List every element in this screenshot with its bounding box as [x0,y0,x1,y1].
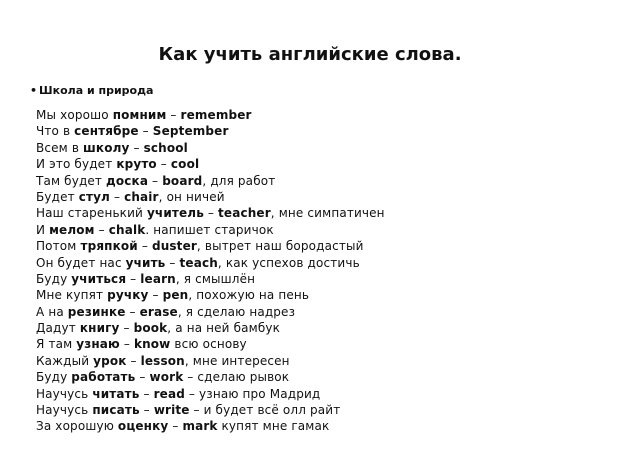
english-word: erase [139,304,178,319]
english-word: learn [140,271,176,286]
poem-line-tail: , он ничей [158,189,225,204]
russian-word: работать [71,370,136,385]
poem-line-text: Наш старенький [36,206,147,221]
poem-line [36,353,596,369]
english-word: pen [162,288,189,303]
poem-line-text: Всем в [36,140,84,155]
russian-word: узнаю [76,337,120,352]
poem-line-text: И [36,222,50,237]
poem-line [36,189,596,205]
poem-line [36,304,596,320]
russian-word: тряпкой [80,239,138,254]
english-word: chair [124,189,159,204]
word-separator: – [126,271,141,286]
poem-line-text: И это будет [36,157,117,172]
word-separator: – [119,337,134,352]
word-separator: – [203,206,219,221]
poem-line-text: Будет [36,189,79,204]
poem-line-tail: , вытрет наш бородастый [196,239,364,254]
english-word: teach [179,255,218,270]
english-word: mark [182,419,218,434]
russian-word: книгу [79,321,120,336]
poem-line-tail: , похожую на пень [188,288,310,303]
poem-line [36,123,596,139]
english-word: teacher [218,206,271,221]
page-title: Как учить английские слова. [158,44,462,65]
poem-line-text: Потом [36,239,81,254]
poem-line-tail: , я смышлён [175,271,256,286]
section-heading-text: Школа и природа [39,84,154,97]
word-separator: – [148,173,163,188]
word-separator: – [139,386,154,401]
poem-line-text: Он будет нас [36,255,126,270]
poem-line-tail: . напишет старичок [145,222,274,237]
english-word: duster [151,239,197,254]
russian-word: оценку [117,419,169,434]
word-separator: – [168,419,183,434]
word-separator: – [148,288,163,303]
poem-line-text: Там будет [36,173,107,188]
english-word: know [133,337,171,352]
russian-word: писать [92,403,140,418]
english-word: lesson [140,353,185,368]
word-separator: – [139,403,154,418]
word-separator: – [110,189,125,204]
poem-line-text: Я там [36,337,77,352]
english-word: remember [180,108,252,122]
poem-line-text: Мне купят [36,288,108,303]
word-separator: – [126,353,141,368]
poem-line-tail: – сделаю рывок [183,370,290,385]
russian-word: читать [92,386,140,401]
english-word: book [133,321,168,336]
poem-line-text: Что в [36,124,75,139]
poem-line-text: Дадут [36,321,80,336]
bullet-icon: • [30,84,38,97]
poem-line [36,107,596,123]
russian-word: мелом [49,222,95,237]
word-separator: – [94,222,109,237]
word-separator: – [125,304,140,319]
russian-word: помним [112,108,167,122]
word-separator: – [138,124,153,139]
word-separator: – [135,370,150,385]
russian-word: ручку [107,288,149,303]
english-word: read [153,386,185,401]
poem-line-text: Научусь [36,403,93,418]
poem-line [36,418,596,434]
poem-line [36,205,596,221]
english-word: write [153,403,190,418]
section-heading [30,84,153,98]
russian-word: доска [106,173,149,188]
poem-line-text: Научусь [36,386,93,401]
word-separator: – [156,157,171,172]
poem-line [36,238,596,254]
word-separator: – [165,255,180,270]
poem-line-tail: , мне симпатичен [270,206,385,221]
russian-word: учитель [146,206,204,221]
russian-word: резинке [67,304,126,319]
word-separator: – [137,239,152,254]
english-word: school [143,140,188,155]
poem-line-text: Мы хорошо [36,108,113,122]
english-word: cool [170,157,200,172]
russian-word: учиться [71,271,127,286]
poem-line [36,336,596,352]
poem-line [36,222,596,238]
word-separator: – [166,108,181,122]
russian-word: сентябре [74,124,139,139]
russian-word: школу [83,140,130,155]
poem-line-tail: – и будет всё олл райт [189,403,341,418]
poem-line [36,402,596,418]
english-word: chalk [108,222,146,237]
poem-line-tail: , как успехов достичь [217,255,360,270]
poem [36,107,596,435]
poem-line-tail: всю основу [170,337,247,352]
russian-word: урок [93,353,127,368]
russian-word: учить [125,255,166,270]
poem-line-text: За хорошую [36,419,118,434]
poem-line [36,320,596,336]
poem-line-text: Буду [36,370,72,385]
poem-line [36,369,596,385]
poem-line [36,287,596,303]
word-separator: – [119,321,134,336]
poem-line-tail: купят мне гамак [217,419,330,434]
poem-line-tail: , для работ [202,173,276,188]
english-word: board [162,173,203,188]
russian-word: стул [78,189,110,204]
poem-line [36,173,596,189]
poem-line-tail: , а на ней бамбук [167,321,281,336]
word-separator: – [129,140,144,155]
poem-line-text: А на [36,304,68,319]
poem-line [36,271,596,287]
english-word: September [152,124,229,139]
poem-line [36,255,596,271]
poem-line [36,386,596,402]
english-word: work [149,370,184,385]
poem-line-text: Буду [36,271,72,286]
poem-line [36,156,596,172]
poem-line-text: Каждый [36,353,94,368]
poem-line-tail: , я сделаю надрез [177,304,296,319]
poem-line [36,140,596,156]
poem-line-tail: , мне интересен [184,353,290,368]
poem-line-tail: – узнаю про Мадрид [184,386,321,401]
russian-word: круто [116,157,157,172]
